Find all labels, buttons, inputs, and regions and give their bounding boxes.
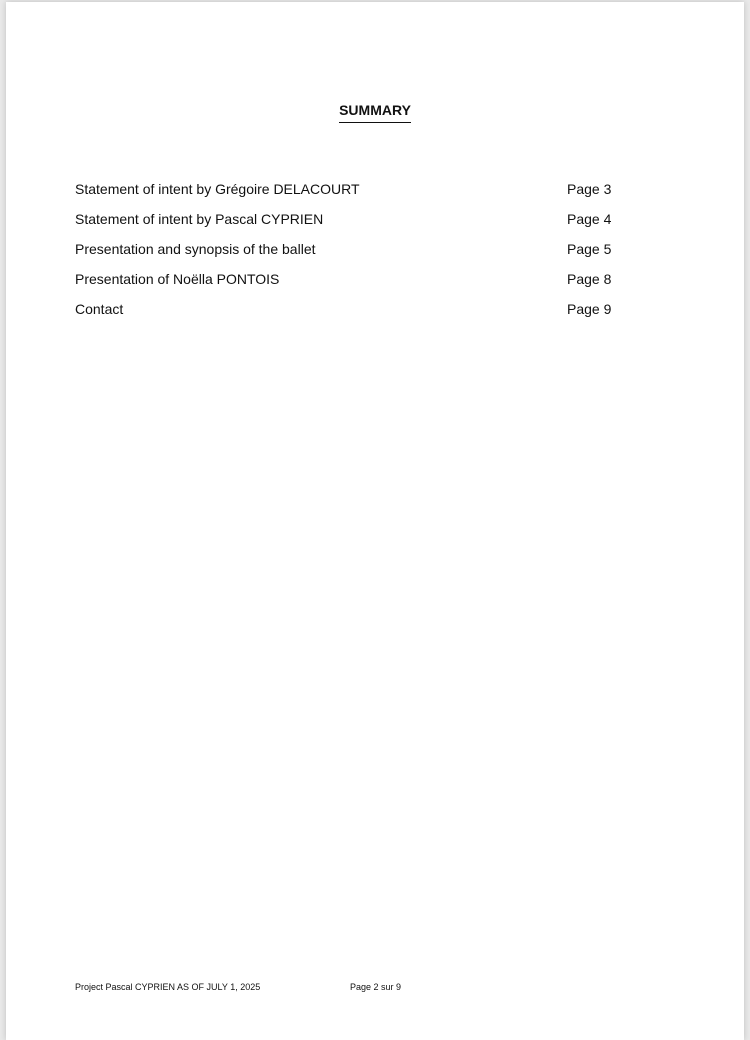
toc-entry-label: Statement of intent by Grégoire DELACOURT bbox=[75, 181, 360, 197]
toc-entry-label: Contact bbox=[75, 301, 124, 317]
toc-entry-label: Presentation and synopsis of the ballet bbox=[75, 241, 316, 257]
toc-entry bbox=[75, 271, 615, 301]
toc-entry-page: Page 4 bbox=[567, 211, 612, 227]
footer-page-number: Page 2 sur 9 bbox=[350, 982, 402, 992]
toc-entry-page: Page 9 bbox=[567, 301, 612, 317]
toc-entry bbox=[75, 181, 615, 211]
toc-entry bbox=[75, 241, 615, 271]
summary-title bbox=[6, 102, 744, 123]
toc-entry-label: Statement of intent by Pascal CYPRIEN bbox=[75, 211, 324, 227]
footer-project-text: Project Pascal CYPRIEN AS OF JULY 1, 2025 bbox=[75, 982, 261, 992]
summary-title-text: SUMMARY bbox=[339, 102, 411, 123]
table-of-contents bbox=[75, 181, 615, 331]
toc-entry-page: Page 3 bbox=[567, 181, 612, 197]
toc-entry-page: Page 8 bbox=[567, 271, 612, 287]
toc-entry bbox=[75, 301, 615, 331]
toc-entry bbox=[75, 211, 615, 241]
toc-entry-page: Page 5 bbox=[567, 241, 612, 257]
toc-entry-label: Presentation of Noëlla PONTOIS bbox=[75, 271, 280, 287]
document-page bbox=[6, 2, 744, 1040]
